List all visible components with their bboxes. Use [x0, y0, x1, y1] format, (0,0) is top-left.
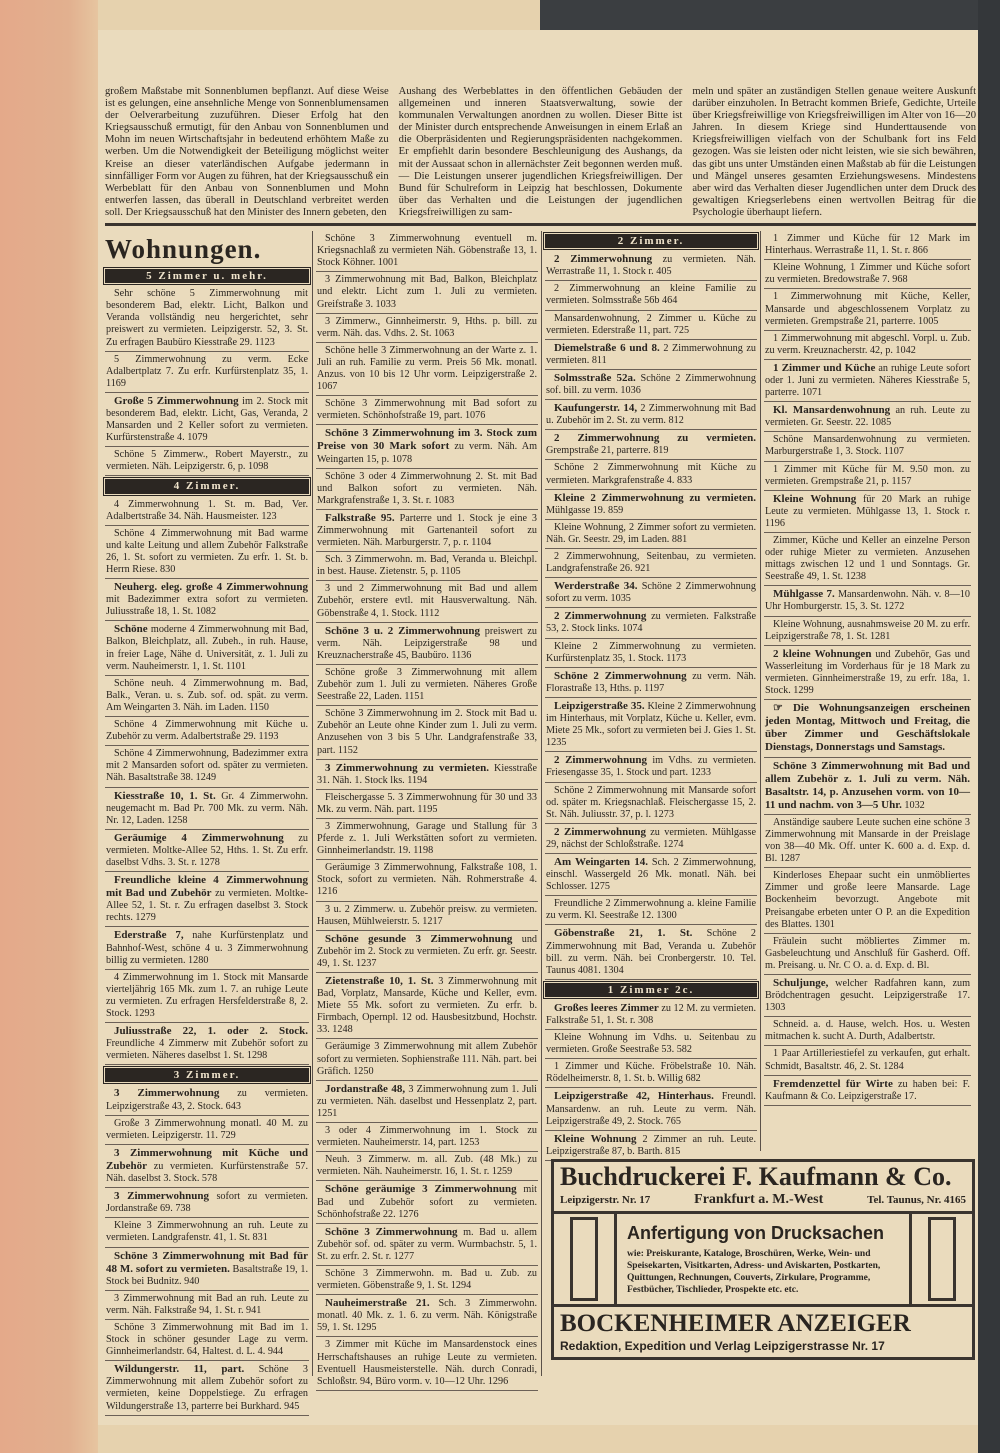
classified-ad	[316, 973, 538, 1039]
ad-text: Schöne neuh. 4 Zimmerwohnung m. Bad, Balk., Veran. u. s. Zub. sof. od. spät. zu verm. Am Weingarten 3. Näh. im Laden. 1150	[106, 677, 308, 713]
classified-ad	[105, 1248, 309, 1291]
ad-headline: Falkstraße 95.	[325, 511, 395, 524]
ad-text: Kleine 2 Zimmerwohnung zu vermieten. Kurfürstenplatz 35, 1. Stock. 1173	[546, 640, 756, 664]
ad-headline: Göbenstraße 21, 1. St.	[554, 927, 693, 940]
ad-headline: Solmsstraße 52a.	[554, 371, 636, 384]
ad-text: Schöne 3 Zimmerwohnung eventuell m. Kriegsnachlaß zu vermieten Näh. Göbenstraße 13, 1. Stock Köhner. 1001	[317, 233, 537, 269]
classified-ad	[316, 1181, 538, 1223]
category-header: 1 Zimmer 2c.	[545, 983, 757, 997]
ad-text: Sch. 3 Zimmerwohn. m. Bad, Veranda u. Bleichpl. in best. Hause. Zietenstr. 5, p. 1105	[317, 554, 537, 578]
classified-ad	[316, 665, 538, 706]
ad-headline: 2 Zimmerwohnung	[554, 610, 647, 623]
classified-ad	[105, 927, 309, 969]
ad-text: Schöne 4 Zimmerwohnung mit Küche u. Zubehör zu verm. Adalbertstraße 29. 1193	[106, 719, 308, 743]
classified-ad	[105, 1145, 309, 1188]
classified-ad	[545, 824, 757, 854]
ad-headline: Jordanstraße 48,	[325, 1082, 406, 1095]
section-title: Wohnungen.	[105, 234, 262, 265]
classified-ad	[105, 352, 309, 393]
ad-text: Anständige saubere Leute suchen eine schöne 3 Zimmerwohnung mit Mansarde in der Preislage von 38—40 Mk. Off. unter K. 600 a. d. Exp. d. Bl. 1287	[765, 816, 970, 865]
classified-ad	[764, 533, 971, 586]
page-content	[105, 86, 977, 1412]
ad-text: 2 Zimmerwohnung an kleine Familie zu vermieten. Solmsstraße 56b 464	[546, 283, 756, 307]
ad-headline: Schöne 2 Zimmerwohnung	[554, 669, 687, 682]
article-column-3	[692, 86, 976, 219]
ad-headline: 3 Zimmerwohnung zu vermieten.	[325, 761, 489, 774]
ad-headline: 2 Zimmerwohnung	[554, 754, 647, 767]
ad-text: Schöne 3 Zimmerwohnung mit Bad im 1. Stock in schöner gesunder Lage zu verm. Ginnheimerlandstr. 64, Haltest. d. L. 4. 944	[106, 1321, 308, 1358]
category-header: 4 Zimmer.	[105, 479, 309, 493]
ad-headline: Wildungerstr. 11, part.	[114, 1363, 245, 1376]
print-ad-heading: Anfertigung von Drucksachen	[627, 1223, 885, 1244]
ad-text: zu vermieten. Moltke-Allee 52, 1. St. r. Zu erfragen daselbst 3. Stock rechts. 1279	[106, 888, 308, 924]
classified-ad	[545, 698, 757, 752]
ad-text: Schöne 2 Zimmerwohnung sofort zu verm. 1035	[546, 581, 756, 605]
classified-ad	[316, 1337, 538, 1390]
classified-ad	[545, 281, 757, 310]
ad-text: 1 Zimmerwohnung mit abgeschl. Vorpl. u. Zub. zu verm. Kreuznacherstr. 42, p. 1042	[765, 332, 970, 356]
ad-text: Schöne 3 Zimmerwohnung im 2. Stock mit Bad u. Zubehör an Leute ohne Kinder zum 1. Juli zu verm. Anzusehen von 3 bis 5 Uhr. Landgrafenstraße 33, part. 1152	[317, 708, 537, 756]
ad-text: 5 Zimmerwohnung zu verm. Ecke Adalbertplatz 7. Zu erfr. Kurfürstenplatz 35, 1. 1169	[106, 353, 308, 389]
classified-ad	[316, 931, 538, 973]
ad-text: zu verm. Näh. Florastraße 13, Hths. p. 1197	[546, 670, 756, 694]
ad-text: zu vermieten. Leipzigerstraße 43, 2. Stock. 643	[106, 1088, 308, 1112]
ad-text: 3 oder 4 Zimmerwohnung im 1. Stock zu vermieten. Nauheimerstr. 14, part. 1253	[317, 1125, 537, 1149]
ad-text: Freundliche 4 Zimmerw mit Zubehör sofort zu vermieten. Näheres daselbst 1. St. 1298	[106, 1038, 308, 1062]
ad-text: Mansardenwohnung, 2 Zimmer u. Küche zu vermieten. Ederstraße 11, part. 725	[546, 312, 756, 336]
ad-text: nahe Kurfürstenplatz und Bahnhof-West, schöne 4 u. 3 Zimmerwohnung billig zu vermieten. 1280	[106, 930, 308, 966]
ad-text: zu vermieten. Moltke-Allee 52, Hths. 1. St. Zu erfr. daselbst Vdhs. 3. St. r. 1278	[106, 832, 308, 868]
ad-text: 4 Zimmerwohnung 1. St. m. Bad, Ver. Adalbertstraße 34. Näh. Hausmeister. 123	[106, 498, 308, 522]
classified-ad	[105, 286, 309, 351]
classified-ad	[764, 491, 971, 533]
ad-text: 3 Zimmerwohnung mit Bad an ruh. Leute zu verm. Näh. Falkstraße 94, 1. St. r. 941	[106, 1292, 308, 1316]
ad-text: Neuh. 3 Zimmerw. m. all. Zub. (48 Mk.) zu vermieten. Näh. Nauheimerstr. 16, 1. St. r. 1259	[317, 1154, 537, 1178]
classified-ad	[764, 331, 971, 360]
ad-headline: Schöne geräumige 3 Zimmerwohnung	[325, 1183, 517, 1196]
classified-ad	[105, 872, 309, 927]
ad-headline: Zietenstraße 10, 1. St.	[325, 975, 434, 987]
classified-ad	[105, 830, 309, 872]
category-header: 3 Zimmer.	[105, 1068, 309, 1082]
ad-text: Basaltstraße 19, 1. Stock bei Budnitz. 940	[106, 1263, 308, 1287]
ad-headline: Nauheimerstraße 21.	[325, 1297, 430, 1310]
classified-ad	[316, 1152, 538, 1181]
ad-text: Sch. 2 Zimmerwohnung, einschl. Wassergeld 26 Mk. monatl. Näh. bei Schlosser. 1275	[546, 856, 756, 893]
classified-ad	[764, 975, 971, 1017]
ad-text: 3 Zimmerwohnung mit Bad, Balkon, Bleichplatz und elektr. Licht zum 1. Juli zu vermieten. Greifstraße 3. 1033	[317, 274, 537, 310]
ad-text: Schöne 2 Zimmerwohnung mit Bad, Veranda u. Zubehör bill. zu verm. Näh. bei Cronbergerstr. 10. Tel. Taunus 4081. 1304	[546, 928, 756, 976]
classified-ad	[105, 1023, 309, 1065]
ad-headline: 3 Zimmerwohnung mit Küche und Zubehör	[106, 1146, 308, 1172]
classified-ad	[316, 706, 538, 759]
classified-ad	[316, 1039, 538, 1080]
classified-ad	[105, 526, 309, 579]
classified-ad	[545, 1059, 757, 1088]
ad-text: Kleine 2 Zimmerwohnung im Hinterhaus, mit Vorplatz, Küche u. Keller, evm. Miete 25 Mk., sofort zu vermieten bei J. Gies 1. St. 1235	[546, 700, 756, 749]
classified-ad	[105, 1320, 309, 1361]
classified-ad	[764, 402, 971, 432]
ad-text: Kleine 3 Zimmerwohnung an ruh. Leute zu vermieten. Landgrafenstr. 41, 1. St. 831	[106, 1220, 308, 1244]
ad-text: 3 Zimmerwohnung mit Bad, Vorplatz, Mansarde, Küche und Keller, evm. Miete 55 Mk. sofort zu vermieten. Zu erfr. b. Firmbach, Opernpl. 12 od. Hausbesitzbund, Hochstr. 33. 1248	[317, 976, 538, 1036]
classified-ad	[545, 311, 757, 340]
classified-ad	[764, 289, 971, 330]
ad-text: an ruh. Leute zu vermieten. Gr. Seestr. 22. 1085	[765, 405, 970, 429]
ad-text: 3 Zimmerwohnung, Garage und Stallung für 3 Pferde z. 1. Juli Werkstätten sofort zu vermieten. Ginnheimerlandstr. 19. 1198	[317, 820, 537, 857]
ad-text: Schöne 2 Zimmerwohnung mit Mansarde sofort od. später m. Kriegsnachlaß. Fleischergasse 15, 2. St. Näh. Juliusstr. 37, p. l. 1273	[546, 784, 756, 820]
ad-text: Gr. 4 Zimmerwohn. neugemacht m. Bad Pr. 700 Mk. zu verm. Näh. Nr. 12, Laden. 1258	[106, 790, 308, 826]
ad-headline: Schöne 3 Zimmerwohnung mit Bad für 48 M. sofort zu vermieten.	[106, 1249, 308, 1275]
classified-section	[105, 231, 976, 1412]
ad-headline: Kiesstraße 10, 1. St.	[114, 789, 216, 802]
classified-ad	[764, 617, 971, 646]
classified-ad	[545, 578, 757, 608]
ad-text: Kleine Wohnung, ausnahmsweise 20 M. zu erfr. Leipzigerstraße 78, 1. St. 1281	[765, 618, 970, 642]
ad-text: zu vermieten. Mühlgasse 29, nächst der Schloßstraße. 1274	[546, 826, 756, 850]
ad-text: preiswert zu verm. Näh. Leipzigerstraße 98 und Kreuznacherstraße 45, Baubüro. 1136	[317, 625, 537, 661]
classified-ad	[316, 1123, 538, 1152]
classified-ad	[316, 231, 538, 272]
classified-ad	[316, 1295, 538, 1337]
classified-ad	[316, 272, 538, 313]
classified-ad	[316, 902, 538, 931]
ad-text: 3 Zimmerwohnung zum 1. Juli zu vermieten. Näh. daselbst und Hessenplatz 2, part. 1251	[317, 1083, 537, 1119]
ad-text: Schöne helle 3 Zimmerwohnung an der Warte z. 1. Juli an ruh. Familie zu verm. Preis 56 Mk. monatl. Anzus. von 10 bis 12 Uhr vorm. Leipzigerstraße 2. 1067	[317, 344, 537, 393]
classified-ad	[545, 752, 757, 782]
classified-ad	[764, 815, 971, 868]
classified-ad	[545, 783, 757, 824]
ad-text: Schöne 5 Zimmerw., Robert Mayerstr., zu vermieten. Näh. Leipzigerstr. 6, p. 1098	[106, 449, 308, 473]
ad-text: zu verm. Näh. Am Weingarten 15, p. 1078	[317, 441, 537, 465]
ad-text: Große 3 Zimmerwohnung monatl. 40 M. zu vermieten. Leipzigerstr. 11. 729	[106, 1117, 308, 1141]
classified-ad	[105, 621, 309, 675]
classified-ad	[316, 860, 538, 901]
classified-ad	[316, 552, 538, 581]
classified-ad	[545, 896, 757, 925]
ad-text: 4 Zimmerwohnung im 1. Stock mit Mansarde vierteljährig 165 Mk. zum 1. 7. an ruhige Leute zu vermieten. Zu erfragen Hersfelderstraße 8, 2. Stock. 1293	[106, 971, 308, 1019]
scan-background	[540, 0, 1000, 30]
ad-text: Mansardenwohn. Näh. v. 8—10 Uhr Homburgerstr. 15, 3. St. 1272	[765, 589, 970, 613]
classified-ad	[764, 231, 971, 260]
ad-headline: Fremdenzettel für Wirte	[773, 1077, 893, 1090]
ad-text: Kleine Wohnung, 2 Zimmer sofort zu vermieten. Näh. Gr. Seestr. 29, im Laden. 881	[546, 521, 756, 545]
classified-ad	[105, 717, 309, 746]
ad-headline: 2 Zimmerwohnung	[554, 253, 653, 266]
ads-column-3	[545, 231, 757, 1157]
ad-text: 1 Zimmer und Küche für 12 Mark im Hinterhaus. Werrastraße 11, 1. St. r. 866	[765, 233, 970, 257]
classified-ad	[545, 549, 757, 578]
ad-text: 1032	[901, 799, 925, 811]
ad-text: Kleine Wohnung im Vdhs. u. Seitenbau zu vermieten. Große Seestraße 53. 582	[546, 1032, 756, 1056]
ad-headline: 2 Zimmerwohnung	[554, 825, 646, 838]
ads-column-2	[316, 231, 538, 1387]
ad-text: zu 12 M. zu vermieten. Falkstraße 51, 1. St. r. 308	[546, 1002, 757, 1026]
section-divider	[105, 223, 976, 226]
ad-text: 2 Zimmerwohnung, Seitenbau, zu vermieten. Landgrafenstraße 26. 921	[546, 551, 756, 575]
ad-text: Schöne 2 Zimmerwohnung mit Küche zu vermieten. Markgrafenstraße 4. 833	[546, 462, 756, 486]
ad-headline: Kaufungerstr. 14,	[554, 402, 638, 415]
ad-headline: Werderstraße 34.	[554, 580, 638, 593]
classified-ad	[316, 469, 538, 510]
ad-text: im Vdhs. zu vermieten. Friesengasse 35, 1. Stock und part. 1233	[546, 755, 756, 779]
ad-headline: Juliusstraße 22, 1. oder 2. Stock.	[114, 1025, 308, 1038]
ad-headline: Kleine Wohnung	[773, 492, 857, 505]
classified-ad	[105, 1085, 309, 1115]
ad-text: mit Bad und Zubehör sofort zu vermieten. Schönhofstraße 22. 1276	[317, 1184, 538, 1220]
ad-text: moderne 4 Zimmerwohnung mit Bad, Balkon, Bleichplatz, all. Zubeh., in ruh. Hause, in freier Lage, Nähe d. Universität, z. 1. Juli zu verm. Nauheimerstr. 1, 1. St. 1101	[106, 624, 308, 672]
article-column-1	[105, 86, 389, 219]
ad-headline: 3 Zimmerwohnung	[114, 1190, 210, 1203]
ad-headline: Große 5 Zimmerwohnung	[114, 394, 239, 407]
ad-text: 1 Zimmer mit Küche für M. 9.50 mon. zu vermieten. Grempstraße 21, p. 1157	[765, 463, 970, 487]
column-rule	[541, 231, 542, 1376]
ad-headline: Ederstraße 7,	[114, 929, 184, 942]
article-text: Aushang des Werbeblattes in den öffentlichen Gebäuden der allgemeinen und inneren Staatsverwaltung, sowie der kommunalen Verwaltungen anordnen zu wollen. Dieser Bitte ist der Minister durch entsprechende Anweisungen in einem Erlaß an die Oberpräsidenten und Regierungspräsidenten nachgekommen. Er empfiehlt darin besondere Beschleunigung des Aushangs, da mit der Aussaat schon in allernächster Zeit begonnen werden muß. — Die Leistungen unserer jugendlichen Kriegsfreiwilligen. Der Bund für Schulreform in Leipzig hat beschlossen, Dokumente über das Verhalten und die Leistungen der jugendlichen Kriegsfreiwilligen zu sam-	[398, 86, 683, 218]
classified-ad	[764, 646, 971, 700]
ad-headline: Schöne 3 Zimmerwohnung im 3. Stock zum Preise von 30 Mark sofort	[317, 427, 537, 453]
ad-text: 2 Zimmerwohnung zu vermieten. 811	[546, 342, 756, 366]
ad-text: Parterre und 1. Stock je eine 3 Zimmerwohnung mit Gartenanteil sofort zu vermieten. Näh. Marburgerstr. 7, p. r. 1104	[317, 512, 537, 549]
classified-ad	[545, 251, 757, 281]
classified-ad	[545, 1000, 757, 1030]
classified-ad	[105, 788, 309, 830]
classified-ad	[764, 1017, 971, 1046]
ad-text: Schöne Mansardenwohnung zu vermieten. Marburgerstraße 1, 3. Stock. 1107	[765, 434, 970, 458]
ad-text: Schneid. a. d. Hause, welch. Hos. u. Westen mitmachen k. sucht A. Durth, Adalbertstr.	[765, 1019, 970, 1043]
ad-text: 3 Zimmer mit Küche im Mansardenstock eines Herrschaftshauses an ruhige Leute zu vermieten. Eventuell Hausmeisterstelle. Näh. durch Conradi, Schloßstr. 94, Büro vorm. v. 10—12 Uhr. 1296	[317, 1339, 537, 1387]
ad-headline: Neuherg. eleg. große 4 Zimmerwohnung	[114, 581, 308, 594]
classified-ad	[764, 934, 971, 975]
classified-ad	[545, 639, 757, 668]
ad-text: und Zubehör im 2. Stock zu vermieten. Zu erfr. gr. Seestr. 49, 1. St. 1237	[317, 933, 537, 969]
classified-ad	[545, 1030, 757, 1059]
masthead-title: BOCKENHEIMER ANZEIGER	[560, 1310, 911, 1338]
classified-ad	[316, 623, 538, 665]
classified-ad	[316, 1266, 538, 1295]
classified-ad	[316, 314, 538, 343]
ad-text: zu haben bei: F. Kaufmann & Co. Leipzigerstraße 17.	[765, 1078, 970, 1102]
ad-text: 3 und 2 Zimmerwohnung mit Bad und allem Zubehör, erstere evtl. mit Hausverwaltung. Näh. Göbenstraße 4, 1. Stock. 1112	[317, 583, 537, 619]
classified-ad	[545, 490, 757, 520]
ornament-frame	[554, 1214, 614, 1304]
category-header: 5 Zimmer u. mehr.	[105, 269, 309, 283]
classified-ad	[764, 868, 971, 933]
classified-ad	[545, 520, 757, 549]
ad-text: Schöne 3 Zimmerwohn. m. Bad u. Zub. zu vermieten. Göbenstraße 9, 1. St. 1294	[317, 1267, 537, 1292]
classified-ad	[105, 1291, 309, 1320]
classified-ad	[545, 340, 757, 370]
classified-ad	[545, 430, 757, 460]
classified-ad	[105, 746, 309, 787]
ad-text: Kiesstraße 31. Näh. 1. Stock lks. 1194	[317, 762, 538, 786]
classified-ad	[764, 1046, 971, 1075]
ad-headline: Schöne 3 Zimmerwohnung mit Bad und allem Zubehör z. 1. Juli zu verm. Näh. Basaltstr. 14, p. Anzusehen vorm. von 10—11 und nachm. von 3—5 Uhr.	[765, 759, 970, 811]
ad-text: Sch. 3 Zimmerwohn. monatl. 40 Mk. z. 1. 6. zu verm. Näh. Königstraße 59, 1. St. 1295	[317, 1298, 537, 1334]
ad-headline: 2 kleine Wohnungen	[773, 647, 872, 660]
classified-ad	[105, 497, 309, 526]
ad-text: mit Badezimmer extra sofort zu vermieten. Juliusstraße 18, 1. St. 1082	[106, 594, 308, 618]
classified-ad	[316, 581, 538, 622]
ad-headline: Schöne 3 Zimmerwohnung	[325, 1225, 458, 1238]
ad-text: m. Bad u. allem Zubehör sof. od. später zu verm. Wurmbachstr. 5, 1. St. zu erfr. 2. St. r. 1277	[317, 1226, 537, 1262]
ad-headline: Diemelstraße 6 und 8.	[554, 341, 660, 354]
ad-text: Geräumige 3 Zimmerwohnung, Falkstraße 108, 1. Stock, sofort zu vermieten. Näh. Rohmerstraße 4. 1216	[317, 862, 537, 898]
print-shop-phone: Tel. Taunus, Nr. 4165	[867, 1194, 966, 1207]
classified-ad	[316, 425, 538, 468]
ad-text: Fräulein sucht möbliertes Zimmer m. Gasbeleuchtung und Anschluß für Gasherd. Off. m. Preisang. u. Nr. C O. a. d. Exp. d. Bl.	[765, 935, 970, 971]
print-shop-name: Buchdruckerei F. Kaufmann & Co.	[560, 1162, 952, 1192]
ad-headline: Kleine Wohnung	[554, 1132, 637, 1145]
ornament-frame	[912, 1214, 972, 1304]
ads-column-1	[105, 231, 309, 1412]
classified-ad	[316, 343, 538, 396]
ad-text: 3 u. 2 Zimmerw. u. Zubehör preisw. zu vermieten. Hausen, Mühlweierstr. 5. 1217	[317, 903, 537, 927]
ad-text: Schöne 4 Zimmerwohnung mit Bad warme und kalte Leitung und allem Zubehör Falkstraße 26, 1. St. sofort zu vermieten. Zu erfr. 1. St. b. Herrn Riese. 830	[106, 527, 308, 575]
ad-headline: 1 Zimmer und Küche	[773, 361, 876, 374]
ad-text: Grempstraße 21, parterre. 819	[546, 445, 669, 457]
ad-text: zu vermieten. Falkstraße 53, 2. Stock links. 1074	[546, 611, 756, 635]
classified-ad	[105, 1218, 309, 1247]
ad-text: 1 Zimmerwohnung mit Küche, Keller, Mansarde und abgeschlossenem Vorplatz zu vermieten. Grempstraße 21, parterre. 1005	[765, 291, 970, 327]
classified-ad	[105, 1188, 309, 1218]
classified-ad	[545, 370, 757, 400]
ad-text: Zimmer, Küche und Keller an einzelne Person oder ruhige Mieter zu vermieten. Anzusehen mittags zwischen 12 und 1 und Sonntags. Gr. Seestraße 49, 1. St. 1238	[765, 535, 970, 583]
ad-headline: Leipzigerstraße 42, Hinterhaus.	[554, 1090, 714, 1103]
classified-ad	[316, 819, 538, 860]
ad-text: Sehr schöne 5 Zimmerwohnung mit besonderem Bad, elektr. Licht, Balkon und Veranda vollständig neu hergerichtet, sehr preiswert zu vermieten. Leipzigerstr. 52, 3. St. Zu erfragen Baubüro Kiesstraße 29. 1123	[106, 288, 308, 348]
ad-headline: ☞ Die Wohnungsanzeigen erscheinen jeden Montag, Mittwoch und Freitag, die über Zimmer und Geschäftslokale Dienstags, Donnerstags und Samstags.	[765, 702, 970, 754]
ad-text: welcher Radfahren kann, zum Brödchentragen gesucht. Leipzigerstraße 17. 1303	[765, 978, 970, 1014]
article-column-2	[399, 86, 683, 219]
classified-ad	[545, 400, 757, 430]
classified-ad	[545, 1088, 757, 1130]
classified-ad	[105, 1116, 309, 1145]
ad-text: zu vermieten. Näh. Werrastraße 11, 1. Stock r. 405	[546, 254, 756, 278]
article	[105, 86, 976, 219]
ad-headline: Am Weingarten 14.	[554, 855, 648, 868]
column-rule	[760, 231, 761, 1151]
classified-ad	[316, 1081, 538, 1123]
classified-ad	[545, 668, 757, 698]
ad-text: zu vermieten. Kurfürstenstraße 57. Näh. daselbst 3. Stock. 578	[106, 1160, 308, 1185]
ad-text: Schöne 3 Zimmerwohnung mit allem Zubehör sofort zu vermieten, keine Doppelstiege. Zu erfragen Wildungerstraße 13, parterre bei Burkhard. 945	[106, 1364, 308, 1412]
ad-headline: Leipzigerstraße 35.	[554, 699, 645, 712]
ad-headline: Schöne gesunde 3 Zimmerwohnung	[325, 932, 513, 945]
classified-ad	[764, 462, 971, 491]
print-shop-city: Frankfurt a. M.-West	[694, 1192, 824, 1208]
ad-text: Geräumige 3 Zimmerwohnung mit allem Zubehör sofort zu vermieten. Sophienstraße 111. Näh. part. bei Gräfich. 1250	[317, 1041, 537, 1077]
classified-ad	[316, 790, 538, 819]
ad-headline: Freundliche kleine 4 Zimmerwohnung mit Bad und Zubehör	[106, 874, 308, 900]
ad-headline: Schöne 3 u. 2 Zimmerwohnung	[325, 624, 481, 637]
classified-ad	[545, 460, 757, 489]
classified-ad	[105, 579, 309, 621]
ad-text: 3 Zimmerw., Ginnheimerstr. 9, Hths. p. bill. zu verm. Näh. das. Vdhs. 2. St. 1063	[317, 315, 537, 339]
ad-text: Freundliche 2 Zimmerwohnung a. kleine Familie zu verm. Kl. Seestraße 12. 1300	[546, 898, 756, 922]
classified-ad	[764, 432, 971, 461]
print-ad-list: wie: Preiskurante, Kataloge, Broschüren, Werke, Wein- und Speisekarten, Visitkarten, Adress- und Aviskarten, Postkarten, Quittungen, Rechnungen, Couverts, Zirkulare, Programme, Festbücher, Tischlieder, Prospekte etc. etc.	[627, 1249, 881, 1296]
ads-column-4	[764, 231, 971, 1151]
classified-ad	[316, 760, 538, 790]
category-header: 2 Zimmer.	[545, 234, 757, 248]
ad-headline: 3 Zimmerwohnung	[114, 1087, 220, 1100]
scan-background-right	[978, 0, 1000, 1453]
classified-ad	[764, 700, 971, 757]
ad-text: Freundl. Mansardenw. an ruh. Leute zu verm. Näh. Leipzigerstraße 49, 2. Stock. 765	[546, 1091, 756, 1127]
ad-text: Kleine Wohnung, 1 Zimmer und Küche sofort zu vermieten. Bredowstraße 7. 968	[765, 262, 970, 286]
ad-headline: Kl. Mansardenwohnung	[773, 404, 891, 417]
ad-text: Schöne 3 Zimmerwohnung mit Bad sofort zu vermieten. Schönhofstraße 19, part. 1076	[317, 398, 537, 422]
classified-ad	[105, 676, 309, 717]
classified-ad	[764, 758, 971, 815]
ad-text: Schöne 4 Zimmerwohnung, Badezimmer extra mit 2 Mansarden sofort od. später zu vermieten. Näh. Basaltstraße 38. 1249	[106, 748, 308, 784]
ad-text: sofort zu vermieten. Jordanstraße 69. 738	[106, 1191, 308, 1215]
ad-text: Schöne 2 Zimmerwohnung sof. bill. zu verm. 1036	[546, 372, 756, 396]
classified-ad	[764, 586, 971, 616]
classified-ad	[545, 608, 757, 638]
classified-ad	[764, 360, 971, 402]
ad-text: Schöne große 3 Zimmerwohnung mit allem Zubehör zum 1. Juli zu vermieten. Näheres Große Seestraße 22, Laden. 1151	[317, 666, 537, 703]
ad-headline: Schuljunge,	[773, 977, 829, 989]
ad-text: 1 Zimmer und Küche. Fröbelstraße 10. Näh. Rödelheimerstr. 8, 1. St. b. Willig 682	[546, 1061, 756, 1085]
ad-text: Kinderloses Ehepaar sucht ein unmöbliertes Zimmer und große leere Mansarde. Lage Bockenheim bevorzugt. Angebote mit Preisangabe erbeten unter O P. an die Expedition des Blattes. 1301	[765, 870, 970, 930]
right-section	[545, 231, 975, 1360]
article-text: meln und später an zuständigen Stellen genaue weitere Auskunft darüber einzuholen. In Betracht kommen Briefe, Gedichte, Urteile über Kriegsfreiwillige von Kriegsfreiwilligen im Alter von 16—20 Jahren. In diesem Kriege sind Hunderttausende von Kriegsfreiwilligen vielfach von der Schulbank fort ins Feld gezogen. Was sie leisten oder nicht leisten, wie sie sich bewähren, das gibt uns unter Umständen einen Maßstab ab für die Leistungen und Mängel unseres gesamten Erziehungswesens. Mindestens aber wird das Verhalten dieser Jugendlichen unter dem Druck des gewaltigen Kriegserlebens einen wertvollen Beitrag für die Psychologie überhaupt liefern.	[692, 86, 977, 218]
ad-text: an ruhige Leute sofort oder 1. Juni zu vermieten. Näheres Kiesstraße 5, parterre. 1071	[765, 362, 970, 399]
ad-text: 2 Zimmerwohnung mit Bad u. Zubehör im 2. St. zu verm. 812	[546, 403, 756, 427]
classified-ad	[545, 854, 757, 896]
ad-text: für 20 Mark an ruhige Leute zu vermieten. Mühlgasse 13, 1. Stock r. 1196	[765, 493, 970, 529]
column-rule	[312, 231, 313, 1376]
classified-ad	[545, 1131, 757, 1161]
classified-ad	[105, 970, 309, 1023]
article-text: großem Maßstabe mit Sonnenblumen bepflanzt. Auf diese Weise ist es gelungen, eine ansehnliche Menge von Sonnenblumensamen der Oelverarbeitung zuzuführen. Dieser Erfolg hat den Kriegsausschuß ermutigt, für den Anbau von Sonnenblumen und Mohn im neuen Wirtschaftsjahr in bedeutend erhöhtem Maße zu werben. Um die Notwendigkeit der Beteiligung möglichst weiter Kreise an dieser vaterländischen Aufgabe jedermann in sinnfälliger Form vor Augen zu führen, hat der Kriegsausschuß ein Werbeblatt für den Anbau von Sonnenblumen und Mohn entwerfen lassen, das überall in Deutschland verbreitet werden soll. Der Kriegsausschuß hat den Minister des Innern gebeten, den	[105, 86, 389, 218]
classified-ad	[105, 393, 309, 447]
ad-headline: 2 Zimmerwohnung zu vermieten.	[554, 432, 756, 445]
masthead-subtitle: Redaktion, Expedition und Verlag Leipzigerstrasse Nr. 17	[560, 1339, 885, 1354]
classified-ad	[764, 1076, 971, 1106]
ad-headline: Mühlgasse 7.	[773, 588, 835, 601]
classified-ad	[764, 260, 971, 289]
classified-ad	[316, 510, 538, 552]
ad-text: 2 Zimmer an ruh. Leute. Leipzigerstraße 87, b. Barth. 815	[546, 1133, 756, 1157]
ad-headline: Schöne	[114, 623, 148, 636]
ad-text: und Zubehör, Gas und Wasserleitung im Vorderhaus für je 18 Mark zu vermieten. Ginnheimerstraße 19, zu erfr. 18a, 1. Stock. 1299	[765, 648, 970, 697]
ad-text: 1 Paar Artilleriestiefel zu verkaufen, gut erhalt. Schmidt, Basaltstr. 46, 2. St. 1284	[765, 1048, 970, 1072]
print-shop-advertisement	[551, 1159, 975, 1360]
print-shop-street: Leipzigerstr. Nr. 17	[560, 1194, 651, 1207]
ad-text: Schöne 3 oder 4 Zimmerwohnung 2. St. mit Bad und Balkon sofort zu vermieten. Näh. Markgrafenstraße 1, 3. St. r. 1083	[317, 470, 537, 506]
classified-ad	[316, 1224, 538, 1266]
classified-ad	[316, 396, 538, 425]
classified-ad	[105, 1361, 309, 1415]
ad-headline: Kleine 2 Zimmerwohnung zu vermieten.	[554, 491, 756, 504]
ad-text: im 2. Stock mit besonderem Bad, elektr. Licht, Gas, Veranda, 2 Mansarden und 2 Keller sofort zu vermieten. Kurfürstenstraße 4. 1079	[106, 395, 309, 444]
ad-text: Fleischergasse 5. 3 Zimmerwohnung für 30 und 33 Mk. zu verm. Näh. part. 1195	[317, 791, 537, 815]
ad-headline: Geräumige 4 Zimmerwohnung	[114, 831, 284, 844]
classified-ad	[105, 447, 309, 476]
classified-ad	[545, 925, 757, 979]
ad-text: Mühlgasse 19. 859	[546, 504, 624, 516]
ad-headline: Großes leeres Zimmer	[554, 1001, 659, 1014]
page-binding-edge	[0, 0, 98, 1453]
